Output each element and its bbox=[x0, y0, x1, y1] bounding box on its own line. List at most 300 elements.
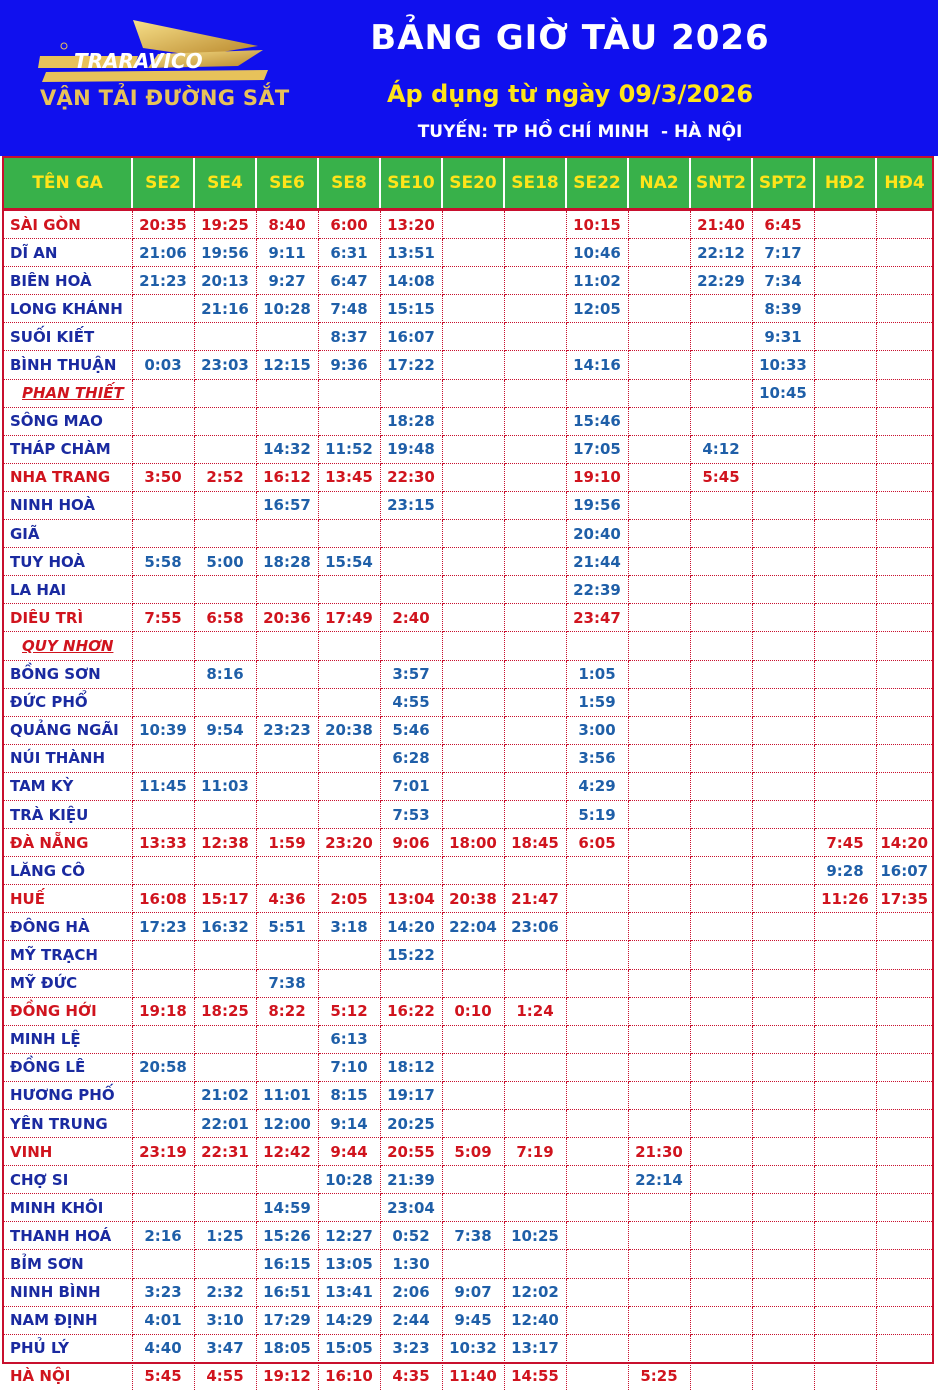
time-cell bbox=[814, 520, 876, 548]
time-cell: 12:00 bbox=[256, 1110, 318, 1138]
time-cell bbox=[752, 744, 814, 772]
time-cell: 17:05 bbox=[566, 435, 628, 463]
time-cell: 16:51 bbox=[256, 1278, 318, 1306]
time-cell bbox=[752, 885, 814, 913]
time-cell: 15:46 bbox=[566, 407, 628, 435]
station-name: LĂNG CÔ bbox=[4, 857, 132, 885]
time-cell bbox=[380, 379, 442, 407]
time-cell bbox=[876, 520, 932, 548]
page-title: BẢNG GIỜ TÀU 2026 bbox=[370, 18, 770, 58]
time-cell bbox=[318, 520, 380, 548]
table-row bbox=[4, 239, 932, 267]
time-cell: 17:35 bbox=[876, 885, 932, 913]
time-cell: 16:15 bbox=[256, 1250, 318, 1278]
column-header-train: SE4 bbox=[194, 158, 256, 210]
time-cell bbox=[814, 772, 876, 800]
time-cell: 6:45 bbox=[752, 210, 814, 239]
time-cell: 9:31 bbox=[752, 323, 814, 351]
time-cell bbox=[690, 800, 752, 828]
table-row bbox=[4, 997, 932, 1025]
brand-name: TRARAVICO bbox=[74, 49, 203, 73]
time-cell: 5:19 bbox=[566, 800, 628, 828]
time-cell bbox=[752, 576, 814, 604]
time-cell bbox=[690, 941, 752, 969]
table-row bbox=[4, 210, 932, 239]
time-cell bbox=[318, 969, 380, 997]
time-cell bbox=[752, 435, 814, 463]
time-cell bbox=[566, 1110, 628, 1138]
time-cell: 23:06 bbox=[504, 913, 566, 941]
time-cell: 13:17 bbox=[504, 1334, 566, 1362]
time-cell bbox=[566, 1081, 628, 1109]
time-cell: 3:23 bbox=[132, 1278, 194, 1306]
time-cell: 5:58 bbox=[132, 548, 194, 576]
time-cell bbox=[690, 772, 752, 800]
time-cell bbox=[628, 1081, 690, 1109]
time-cell bbox=[628, 407, 690, 435]
time-cell bbox=[442, 1081, 504, 1109]
time-cell bbox=[628, 744, 690, 772]
time-cell bbox=[876, 435, 932, 463]
time-cell bbox=[752, 997, 814, 1025]
time-cell bbox=[690, 1110, 752, 1138]
time-cell bbox=[752, 688, 814, 716]
time-cell bbox=[814, 210, 876, 239]
station-name: THÁP CHÀM bbox=[4, 435, 132, 463]
time-cell bbox=[876, 407, 932, 435]
time-cell bbox=[814, 435, 876, 463]
time-cell bbox=[814, 1081, 876, 1109]
time-cell bbox=[132, 1194, 194, 1222]
station-name: MINH LỆ bbox=[4, 1025, 132, 1053]
time-cell: 18:28 bbox=[256, 548, 318, 576]
time-cell bbox=[566, 1306, 628, 1334]
table-row bbox=[4, 688, 932, 716]
time-cell: 6:05 bbox=[566, 829, 628, 857]
time-cell: 9:27 bbox=[256, 267, 318, 295]
time-cell bbox=[504, 1166, 566, 1194]
time-cell bbox=[752, 491, 814, 519]
time-cell: 21:39 bbox=[380, 1166, 442, 1194]
time-cell: 11:40 bbox=[442, 1362, 504, 1390]
station-name: HƯƠNG PHỐ bbox=[4, 1081, 132, 1109]
time-cell: 4:35 bbox=[380, 1362, 442, 1390]
station-name: PHAN THIẾT bbox=[4, 379, 132, 407]
time-cell bbox=[194, 323, 256, 351]
time-cell: 22:39 bbox=[566, 576, 628, 604]
time-cell bbox=[690, 548, 752, 576]
time-cell bbox=[256, 1025, 318, 1053]
time-cell: 15:15 bbox=[380, 295, 442, 323]
time-cell bbox=[566, 1194, 628, 1222]
time-cell bbox=[876, 744, 932, 772]
time-cell: 9:44 bbox=[318, 1138, 380, 1166]
time-cell: 5:46 bbox=[380, 716, 442, 744]
time-cell bbox=[814, 913, 876, 941]
time-cell bbox=[442, 1194, 504, 1222]
time-cell bbox=[504, 520, 566, 548]
time-cell: 20:35 bbox=[132, 210, 194, 239]
time-cell bbox=[628, 688, 690, 716]
time-cell bbox=[628, 1025, 690, 1053]
time-cell bbox=[504, 576, 566, 604]
time-cell bbox=[256, 520, 318, 548]
time-cell bbox=[132, 1250, 194, 1278]
time-cell: 2:52 bbox=[194, 463, 256, 491]
table-row bbox=[4, 1110, 932, 1138]
time-cell bbox=[504, 660, 566, 688]
time-cell bbox=[566, 379, 628, 407]
time-cell: 6:13 bbox=[318, 1025, 380, 1053]
station-name: VINH bbox=[4, 1138, 132, 1166]
station-name: SÀI GÒN bbox=[4, 210, 132, 239]
time-cell bbox=[628, 660, 690, 688]
time-cell: 8:37 bbox=[318, 323, 380, 351]
time-cell: 8:39 bbox=[752, 295, 814, 323]
time-cell bbox=[752, 1362, 814, 1390]
time-cell bbox=[132, 491, 194, 519]
table-row bbox=[4, 576, 932, 604]
time-cell bbox=[752, 1081, 814, 1109]
time-cell bbox=[876, 604, 932, 632]
station-name: SUỐI KIẾT bbox=[4, 323, 132, 351]
time-cell: 13:41 bbox=[318, 1278, 380, 1306]
time-cell: 0:10 bbox=[442, 997, 504, 1025]
time-cell: 21:23 bbox=[132, 267, 194, 295]
station-name: NHA TRANG bbox=[4, 463, 132, 491]
time-cell: 9:07 bbox=[442, 1278, 504, 1306]
time-cell bbox=[876, 1334, 932, 1362]
time-cell: 4:40 bbox=[132, 1334, 194, 1362]
time-cell: 6:47 bbox=[318, 267, 380, 295]
time-cell: 8:22 bbox=[256, 997, 318, 1025]
time-cell bbox=[628, 463, 690, 491]
time-cell bbox=[690, 1138, 752, 1166]
time-cell bbox=[876, 491, 932, 519]
time-cell bbox=[752, 969, 814, 997]
time-cell bbox=[690, 1222, 752, 1250]
time-cell: 20:13 bbox=[194, 267, 256, 295]
timetable bbox=[4, 158, 932, 1390]
time-cell bbox=[814, 576, 876, 604]
time-cell bbox=[814, 744, 876, 772]
time-cell bbox=[132, 295, 194, 323]
time-cell bbox=[814, 1250, 876, 1278]
time-cell: 4:55 bbox=[380, 688, 442, 716]
time-cell bbox=[132, 520, 194, 548]
time-cell bbox=[814, 379, 876, 407]
time-cell: 2:05 bbox=[318, 885, 380, 913]
time-cell bbox=[876, 463, 932, 491]
time-cell: 21:44 bbox=[566, 548, 628, 576]
column-header-train: SE20 bbox=[442, 158, 504, 210]
time-cell bbox=[876, 1250, 932, 1278]
table-row bbox=[4, 1138, 932, 1166]
time-cell: 23:19 bbox=[132, 1138, 194, 1166]
station-name: BỒNG SƠN bbox=[4, 660, 132, 688]
time-cell: 5:25 bbox=[628, 1362, 690, 1390]
time-cell: 18:00 bbox=[442, 829, 504, 857]
column-header-station: TÊN GA bbox=[4, 158, 132, 210]
station-name: ĐÀ NẴNG bbox=[4, 829, 132, 857]
time-cell: 23:04 bbox=[380, 1194, 442, 1222]
time-cell bbox=[752, 1306, 814, 1334]
time-cell: 3:56 bbox=[566, 744, 628, 772]
time-cell bbox=[566, 1250, 628, 1278]
time-cell bbox=[876, 210, 932, 239]
time-cell bbox=[814, 267, 876, 295]
time-cell bbox=[690, 1334, 752, 1362]
time-cell bbox=[442, 604, 504, 632]
time-cell bbox=[504, 688, 566, 716]
time-cell bbox=[814, 1166, 876, 1194]
time-cell bbox=[442, 744, 504, 772]
time-cell bbox=[194, 800, 256, 828]
table-row bbox=[4, 295, 932, 323]
time-cell: 19:18 bbox=[132, 997, 194, 1025]
time-cell bbox=[566, 323, 628, 351]
time-cell: 10:15 bbox=[566, 210, 628, 239]
time-cell bbox=[814, 1138, 876, 1166]
time-cell bbox=[132, 660, 194, 688]
time-cell bbox=[690, 491, 752, 519]
time-cell bbox=[504, 604, 566, 632]
time-cell bbox=[194, 632, 256, 660]
time-cell bbox=[876, 1025, 932, 1053]
time-cell: 21:02 bbox=[194, 1081, 256, 1109]
time-cell: 22:04 bbox=[442, 913, 504, 941]
time-cell bbox=[256, 800, 318, 828]
time-cell: 20:55 bbox=[380, 1138, 442, 1166]
time-cell bbox=[628, 969, 690, 997]
time-cell: 11:03 bbox=[194, 772, 256, 800]
time-cell bbox=[814, 604, 876, 632]
station-name: ĐỒNG LÊ bbox=[4, 1053, 132, 1081]
time-cell bbox=[194, 744, 256, 772]
time-cell bbox=[504, 295, 566, 323]
time-cell: 17:29 bbox=[256, 1306, 318, 1334]
time-cell: 3:23 bbox=[380, 1334, 442, 1362]
time-cell: 19:56 bbox=[194, 239, 256, 267]
time-cell bbox=[442, 239, 504, 267]
time-cell: 23:15 bbox=[380, 491, 442, 519]
time-cell bbox=[628, 1278, 690, 1306]
time-cell: 10:46 bbox=[566, 239, 628, 267]
time-cell bbox=[876, 716, 932, 744]
time-cell: 23:47 bbox=[566, 604, 628, 632]
time-cell bbox=[256, 688, 318, 716]
time-cell: 16:22 bbox=[380, 997, 442, 1025]
time-cell bbox=[876, 632, 932, 660]
time-cell bbox=[690, 660, 752, 688]
time-cell bbox=[194, 379, 256, 407]
time-cell bbox=[132, 969, 194, 997]
time-cell bbox=[442, 548, 504, 576]
table-row bbox=[4, 435, 932, 463]
time-cell bbox=[132, 1081, 194, 1109]
time-cell bbox=[566, 1025, 628, 1053]
time-cell bbox=[628, 323, 690, 351]
table-row bbox=[4, 660, 932, 688]
time-cell: 6:28 bbox=[380, 744, 442, 772]
time-cell: 3:47 bbox=[194, 1334, 256, 1362]
time-cell bbox=[876, 800, 932, 828]
time-cell bbox=[256, 576, 318, 604]
time-cell: 3:50 bbox=[132, 463, 194, 491]
time-cell bbox=[194, 1194, 256, 1222]
time-cell bbox=[442, 520, 504, 548]
time-cell bbox=[690, 1053, 752, 1081]
station-name: TRÀ KIỆU bbox=[4, 800, 132, 828]
time-cell bbox=[690, 351, 752, 379]
table-row bbox=[4, 491, 932, 519]
time-cell: 2:40 bbox=[380, 604, 442, 632]
time-cell bbox=[690, 857, 752, 885]
time-cell bbox=[256, 772, 318, 800]
time-cell bbox=[876, 1138, 932, 1166]
time-cell: 4:01 bbox=[132, 1306, 194, 1334]
time-cell bbox=[690, 969, 752, 997]
time-cell bbox=[690, 1278, 752, 1306]
time-cell bbox=[628, 239, 690, 267]
time-cell bbox=[752, 941, 814, 969]
table-row bbox=[4, 463, 932, 491]
time-cell: 13:20 bbox=[380, 210, 442, 239]
time-cell bbox=[876, 1110, 932, 1138]
time-cell: 7:45 bbox=[814, 829, 876, 857]
time-cell bbox=[132, 576, 194, 604]
time-cell: 7:34 bbox=[752, 267, 814, 295]
time-cell: 12:27 bbox=[318, 1222, 380, 1250]
time-cell bbox=[318, 576, 380, 604]
time-cell bbox=[628, 1306, 690, 1334]
time-cell bbox=[194, 491, 256, 519]
time-cell bbox=[442, 632, 504, 660]
time-cell bbox=[876, 295, 932, 323]
time-cell: 3:57 bbox=[380, 660, 442, 688]
time-cell: 13:51 bbox=[380, 239, 442, 267]
time-cell bbox=[814, 632, 876, 660]
time-cell bbox=[752, 829, 814, 857]
station-name: ĐỨC PHỔ bbox=[4, 688, 132, 716]
time-cell bbox=[442, 800, 504, 828]
time-cell bbox=[752, 1194, 814, 1222]
time-cell bbox=[442, 1250, 504, 1278]
time-cell bbox=[132, 632, 194, 660]
station-name: QUẢNG NGÃI bbox=[4, 716, 132, 744]
time-cell bbox=[442, 323, 504, 351]
time-cell: 20:58 bbox=[132, 1053, 194, 1081]
time-cell: 20:40 bbox=[566, 520, 628, 548]
time-cell bbox=[504, 716, 566, 744]
time-cell: 19:17 bbox=[380, 1081, 442, 1109]
time-cell: 16:07 bbox=[380, 323, 442, 351]
time-cell: 1:05 bbox=[566, 660, 628, 688]
time-cell: 23:20 bbox=[318, 829, 380, 857]
time-cell bbox=[752, 1250, 814, 1278]
header-banner bbox=[0, 0, 938, 156]
time-cell bbox=[318, 491, 380, 519]
time-cell bbox=[132, 1025, 194, 1053]
station-name: MINH KHÔI bbox=[4, 1194, 132, 1222]
time-cell: 9:11 bbox=[256, 239, 318, 267]
time-cell bbox=[876, 941, 932, 969]
time-cell bbox=[690, 1362, 752, 1390]
table-row bbox=[4, 1081, 932, 1109]
time-cell bbox=[814, 239, 876, 267]
station-name: BỈM SƠN bbox=[4, 1250, 132, 1278]
time-cell: 10:28 bbox=[256, 295, 318, 323]
time-cell: 7:17 bbox=[752, 239, 814, 267]
time-cell bbox=[194, 407, 256, 435]
time-cell bbox=[504, 1110, 566, 1138]
time-cell bbox=[318, 857, 380, 885]
time-cell bbox=[194, 435, 256, 463]
time-cell bbox=[690, 1166, 752, 1194]
time-cell bbox=[814, 716, 876, 744]
time-cell bbox=[752, 1053, 814, 1081]
time-cell bbox=[504, 239, 566, 267]
time-cell bbox=[504, 351, 566, 379]
time-cell: 21:16 bbox=[194, 295, 256, 323]
time-cell bbox=[690, 829, 752, 857]
table-row bbox=[4, 772, 932, 800]
time-cell bbox=[690, 407, 752, 435]
time-cell bbox=[256, 744, 318, 772]
time-cell: 10:28 bbox=[318, 1166, 380, 1194]
time-cell: 12:38 bbox=[194, 829, 256, 857]
time-cell bbox=[566, 1138, 628, 1166]
table-row bbox=[4, 1222, 932, 1250]
time-cell: 21:47 bbox=[504, 885, 566, 913]
time-cell bbox=[876, 913, 932, 941]
time-cell bbox=[504, 1250, 566, 1278]
time-cell: 5:09 bbox=[442, 1138, 504, 1166]
station-name: NINH HOÀ bbox=[4, 491, 132, 519]
time-cell bbox=[628, 829, 690, 857]
time-cell: 5:45 bbox=[132, 1362, 194, 1390]
table-row bbox=[4, 969, 932, 997]
time-cell bbox=[442, 491, 504, 519]
time-cell bbox=[752, 604, 814, 632]
time-cell bbox=[132, 941, 194, 969]
time-cell: 19:48 bbox=[380, 435, 442, 463]
time-cell: 18:05 bbox=[256, 1334, 318, 1362]
time-cell: 14:29 bbox=[318, 1306, 380, 1334]
time-cell bbox=[442, 660, 504, 688]
timetable-frame bbox=[2, 156, 934, 1386]
time-cell bbox=[566, 1222, 628, 1250]
time-cell bbox=[628, 1334, 690, 1362]
time-cell: 17:23 bbox=[132, 913, 194, 941]
time-cell bbox=[132, 379, 194, 407]
table-row bbox=[4, 857, 932, 885]
column-header-train: SE2 bbox=[132, 158, 194, 210]
time-cell bbox=[690, 323, 752, 351]
time-cell: 1:25 bbox=[194, 1222, 256, 1250]
time-cell: 21:30 bbox=[628, 1138, 690, 1166]
time-cell bbox=[690, 885, 752, 913]
time-cell: 14:32 bbox=[256, 435, 318, 463]
time-cell bbox=[318, 744, 380, 772]
time-cell bbox=[876, 660, 932, 688]
time-cell bbox=[814, 800, 876, 828]
time-cell: 7:19 bbox=[504, 1138, 566, 1166]
time-cell bbox=[876, 1222, 932, 1250]
time-cell: 10:45 bbox=[752, 379, 814, 407]
time-cell bbox=[380, 1025, 442, 1053]
time-cell bbox=[442, 210, 504, 239]
